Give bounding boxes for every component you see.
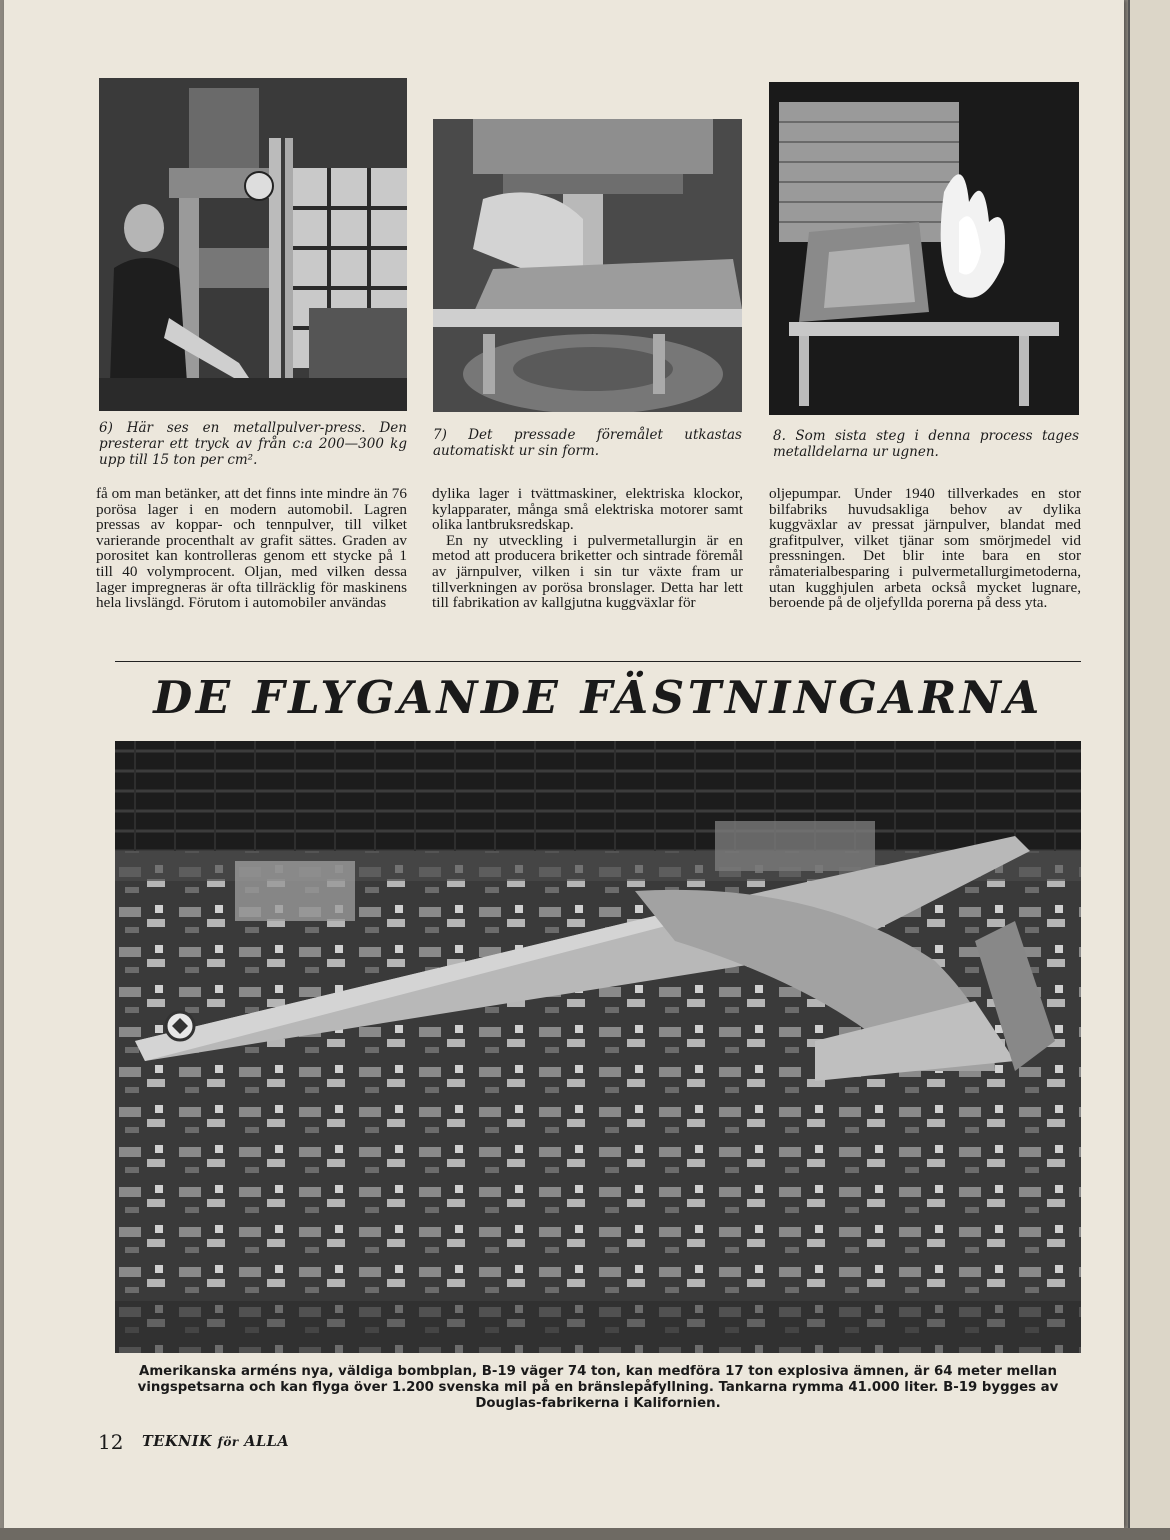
photo7-caption: 7) Det pressade föremålet utkastas automatiskt ur sin form. <box>433 427 742 459</box>
column-3-text: oljepumpar. Under 1940 tillverkades en stor bilfabriks huvudsakliga behov av dylika kuggväxlar av pressat järnpulver, blandat med grafitpulver, vilket tjänar som smörjmedel vid pressningen. Det blir inte bara en stor råmaterialbesparing i pulvermetallurgimetoderna, utan kugghjulen arbeta också mycket lugnare, beroende på de oljefyllda porerna på dess yta. <box>769 485 1081 612</box>
article-column-2 <box>432 486 743 611</box>
masthead-teknik: TEKNIK <box>142 1433 213 1450</box>
photo6-caption: 6) Här ses en metallpulver-press. Den presterar ett tryck av från c:a 200—300 kg upp till 15 ton per cm². <box>99 420 407 468</box>
photo-metal-powder-press <box>99 78 407 411</box>
column-1-text: få om man betänker, att det finns inte mindre än 76 porösa lager i en modern automobil. Lagren pressas av koppar- och tennpulver, till vilket varierande procenthalt av grafit sättes. Graden av porositet kan kontrolleras genom ett stycke på 1 till 40 volymprocent. Oljan, med vilken dessa lager impregneras är ofta tillräcklig för maskinens hela livslängd. Förutom i automobiler användas <box>96 485 407 612</box>
photo-pressed-object-ejected <box>433 119 742 412</box>
article-column-3 <box>769 486 1081 611</box>
scan-border <box>0 1528 1170 1540</box>
adjacent-page-edge <box>1128 0 1170 1528</box>
feature-caption: Amerikanska arméns nya, väldiga bombplan, B-19 väger 74 ton, kan medföra 17 ton explosiva ämnen, är 64 meter mellan vingspetsarna och kan flyga över 1.200 svenska mil på en bränslepåfyllning. Tankarna rymma 41.000 liter. B-19 bygges av Douglas-fabrikerna i Kalifornien. <box>137 1364 1059 1411</box>
article-column-1 <box>96 486 407 611</box>
photo-furnace-parts-removed <box>769 82 1079 415</box>
magazine-masthead <box>142 1433 289 1450</box>
feature-headline: DE FLYGANDE FÄSTNINGARNA <box>153 671 1043 724</box>
column-2-paragraph-2: En ny utveckling i pulvermetallurgin är en metod att producera briketter och sintrade föremål av järnpulver, vilken i sin tur växte fram ur tillverkningen av porösa bronslager. Detta har lett till fabrikation av kallgjutna kuggväxlar för <box>432 531 743 612</box>
column-2-paragraph-1: dylika lager i tvättmaskiner, elektriska klockor, kylapparater, många små elektriska motorer samt olika lantbruksredskap. <box>432 485 743 534</box>
masthead-alla: ALLA <box>244 1433 290 1450</box>
page-number: 12 <box>98 1430 124 1454</box>
section-divider <box>115 661 1081 662</box>
photo-b19-bomber-factory <box>115 741 1081 1353</box>
masthead-for: för <box>217 1435 239 1449</box>
photo8-caption: 8. Som sista steg i denna process tages metalldelarna ur ugnen. <box>773 428 1079 460</box>
